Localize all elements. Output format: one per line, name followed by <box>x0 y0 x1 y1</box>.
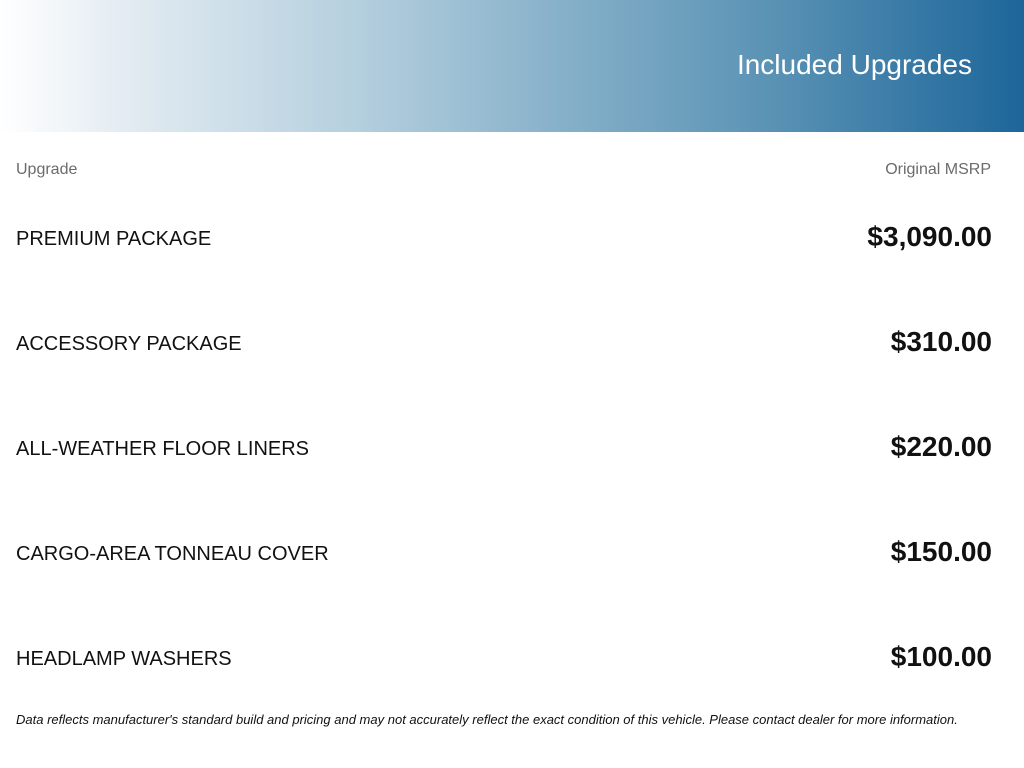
upgrade-price: $3,090.00 <box>867 221 992 252</box>
column-header-msrp: Original MSRP <box>885 161 991 178</box>
upgrade-row <box>0 200 1024 305</box>
upgrade-price: $150.00 <box>890 536 992 567</box>
upgrade-name: ALL-WEATHER FLOOR LINERS <box>16 438 310 460</box>
page-title: Included Upgrades <box>736 49 972 80</box>
upgrade-price: $310.00 <box>890 326 992 357</box>
upgrade-name: HEADLAMP WASHERS <box>16 648 232 670</box>
upgrade-row <box>0 515 1024 620</box>
upgrade-name: CARGO-AREA TONNEAU COVER <box>16 543 329 565</box>
upgrade-row <box>0 620 1024 725</box>
upgrade-price: $100.00 <box>890 641 992 672</box>
upgrade-name: PREMIUM PACKAGE <box>16 228 212 250</box>
upgrade-name: ACCESSORY PACKAGE <box>16 333 242 355</box>
upgrade-row <box>0 410 1024 515</box>
upgrade-row <box>0 305 1024 410</box>
upgrades-list <box>0 200 1024 725</box>
upgrade-price: $220.00 <box>890 431 992 462</box>
disclaimer-text: Data reflects manufacturer's standard build and pricing and may not accurately reflect the exact condition of this vehicle. Please contact dealer for more information. <box>16 712 958 727</box>
column-header-upgrade: Upgrade <box>16 161 78 178</box>
header-banner <box>0 0 1024 132</box>
